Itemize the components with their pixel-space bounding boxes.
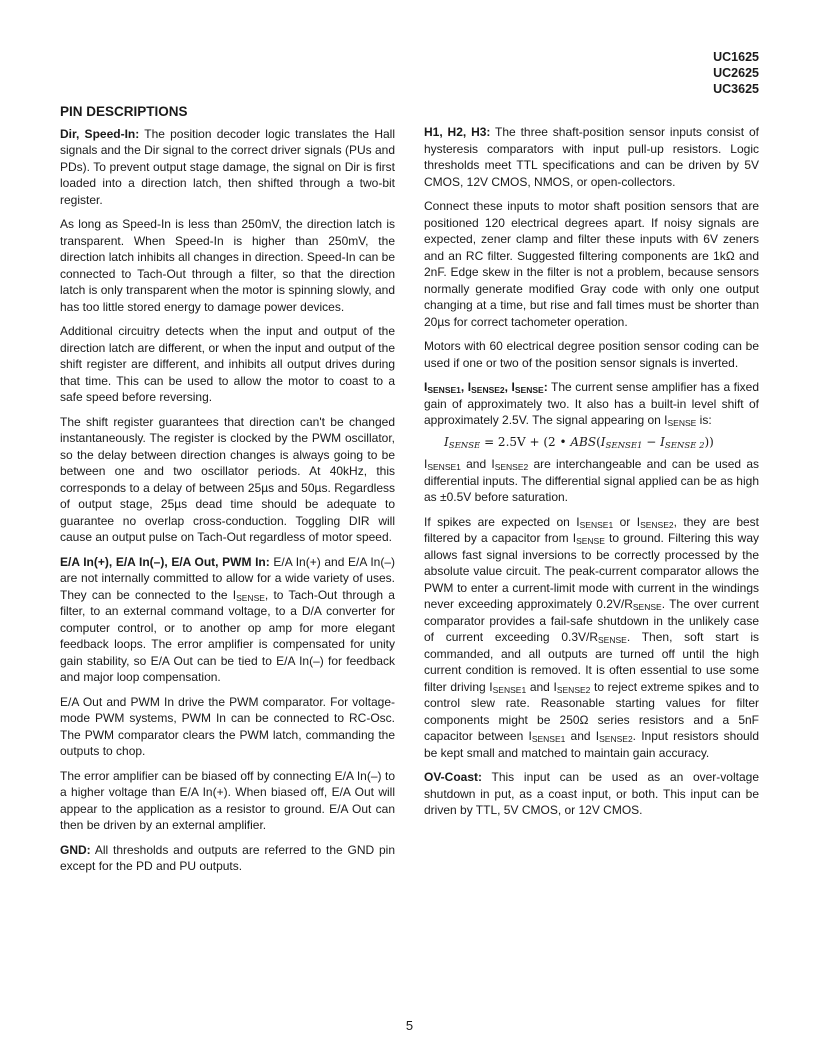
pin-term: GND: xyxy=(60,842,91,857)
paragraph-error-amp-inputs xyxy=(60,554,395,686)
paragraph-ov-coast xyxy=(424,769,759,819)
paragraph-gnd xyxy=(60,842,395,875)
section-title: PIN DESCRIPTIONS xyxy=(60,104,188,119)
page-number: 5 xyxy=(405,1018,414,1033)
paragraph-shift-register: The shift register guarantees that direction can't be changed instantaneously. The register is clocked by the PWM oscillator, so the delay between direction changes is always going to be between one and two oscillator periods. At 40kHz, this corresponds to a delay of between 25µs and 50µs. Regardless of output stage, 25µs dead time should be adequate to guarantee no overlap cross-conduction. Toggling DIR will cause an output pulse on Tach-Out regardless of motor speed. xyxy=(60,414,395,544)
paragraph-dir-speed-in xyxy=(60,126,395,209)
paragraph-sensor-connection: Connect these inputs to motor shaft position sensors that are positioned 120 electrical degrees apart. If noisy signals are expected, zener clamp and filter these inputs with 6V zeners and an RC filter. Suggested filtering components are 1kΩ and 2nF. Edge skew in the filter is not a problem, because sensors normally generate modified Gray code with only one output changing at a time, but rise and fall times must be shorter than 20µs for correct tachometer operation. xyxy=(424,199,759,329)
paragraph-text: , to Tach-Out through a filter, to an external command voltage, to a D/A converter for computer control, or to another op amp for more elegant feedback loops. The error amplifier is compensated for unity gain stability, so E/A Out can be tied to E/A In(–) for feedback and major loop compensation. xyxy=(60,587,395,684)
paragraph-sixty-degree-coding: Motors with 60 electrical degree position sensor coding can be used if one or two of the position sensor signals is inverted. xyxy=(424,339,759,370)
paragraph-error-amp-biased-off: The error amplifier can be biased off by connecting E/A In(–) to a higher voltage than E/A In(+). When biased off, E/A Out will appear to the application as a resistor to ground. E/A Out can then be driven by an external amplifier. xyxy=(60,768,395,832)
paragraph-differential-inputs: $I_{SENSE1}$ and $I_{SENSE2}$ are interchangeable and can be used as differential inputs. The differential signal applied can be as high as ±0.5V before saturation. xyxy=(424,457,759,504)
paragraph-text: All thresholds and outputs are referred to the GND pin except for the PD and PU outputs. xyxy=(60,842,395,873)
paragraph-spike-filtering: If spikes are expected on $I_{SENSE1}$ or $I_{SENSE2}$, they are best filtered by a capacitor from $I_{SENSE}$ to ground. Filtering this way allows fast signal inversions to be correctly processed by the absolute value circuit. The peak-current comparator allows the PWM to enter a current-limit mode with current in the windings never exceeding approximately $0.2V/R_{SENSE}$. The over current comparator provides a fail-safe shutdown in the unlikely case of current exceeding $0.3V/R_{SENSE}$. Then, soft start is commanded, and all outputs are turned off until the high current condition is removed. It is often essential to use some filter driving $I_{SENSE1}$ and $I_{SENSE2}$ to reject extreme spikes and to control slew rate. Reasonable starting values for filter components might be 250Ω series resistors and a 5nF capacitor between $I_{SENSE1}$ and $I_{SENSE2}$. Input resistors should be kept small and matched to maintain gain accuracy. xyxy=(424,514,760,760)
paragraph-speed-in-threshold: As long as Speed-In is less than 250mV, the direction latch is transparent. When Speed-In is higher than 250mV, the direction latch inhibits all changes in direction. Speed-In can be connected to Tach-Out through a filter, so that the direction latch is only transparent when the motor is spinning slowly, and has too little stored energy to damage power devices. xyxy=(60,217,395,314)
part-number-header xyxy=(713,49,759,97)
paragraph-latch-detection: Additional circuitry detects when the input and output of the direction latch are different, or when the input and output of the shift register are different, and inhibits all output drives during that time. This can be used to allow the motor to coast to a safe speed before reversing. xyxy=(60,324,395,404)
paragraph-text: is: xyxy=(696,413,712,427)
pin-term: H1, H2, H3: xyxy=(424,125,491,139)
paragraph-pwm-comparator: E/A Out and PWM In drive the PWM comparator. For voltage-mode PWM systems, PWM In can be connected to RC-Osc. The PWM comparator clears the PWM latch, commanding the outputs to chop. xyxy=(60,694,395,758)
paragraph-text: E/A In(+) and E/A In(–) are not internally committed to allow for a wide variety of uses. They can be connected to the I xyxy=(60,554,396,602)
pin-term: Dir, Speed-In: xyxy=(60,126,140,141)
paragraph-current-sense xyxy=(424,379,759,429)
pin-term: $I_{SENSE1}$, $I_{SENSE2}$, $I_{SENSE}$: xyxy=(424,380,548,395)
part-number: UC2625 xyxy=(713,66,759,80)
part-number: UC1625 xyxy=(713,50,759,64)
paragraph-text: The current sense amplifier has a fixed gain of approximately two. It also has a built-in level shift of approximately 2.5V. The signal appearing on I xyxy=(424,380,759,427)
right-column xyxy=(424,124,759,827)
isense-equation: $I_{SENSE} = 2.5V + (2$ • $ABS(I_{SENSE1} - I_{SENSE 2})$) xyxy=(444,434,714,451)
paragraph-text: This input can be used as an over-voltage shutdown in put, as a coast input, or both. This input can be driven by TTL, 5V CMOS, or 12V CMOS. xyxy=(424,770,759,817)
pin-term: E/A In(+), E/A In(–), E/A Out, PWM In: xyxy=(60,554,270,569)
paragraph-hall-inputs xyxy=(424,124,759,190)
paragraph-text: The position decoder logic translates the Hall signals and the Dir signal to the correct driver signals (PUs and PDs). To prevent output stage damage, the signal on Dir is first loaded into a direction latch, then shifted through a two-bit register. xyxy=(60,126,395,207)
left-column xyxy=(60,104,395,883)
paragraph-text: The three shaft-position sensor inputs consist of hysteresis comparators with input pull-up resistors. Logic thresholds meet TTL specifications and can be driven by 5V CMOS, 12V CMOS, NMOS, or open-collectors. xyxy=(424,125,759,189)
subscript: SENSE xyxy=(236,592,265,603)
subscript: SENSE xyxy=(667,418,697,428)
part-number: UC3625 xyxy=(713,82,759,96)
pin-term: OV-Coast: xyxy=(424,770,483,784)
